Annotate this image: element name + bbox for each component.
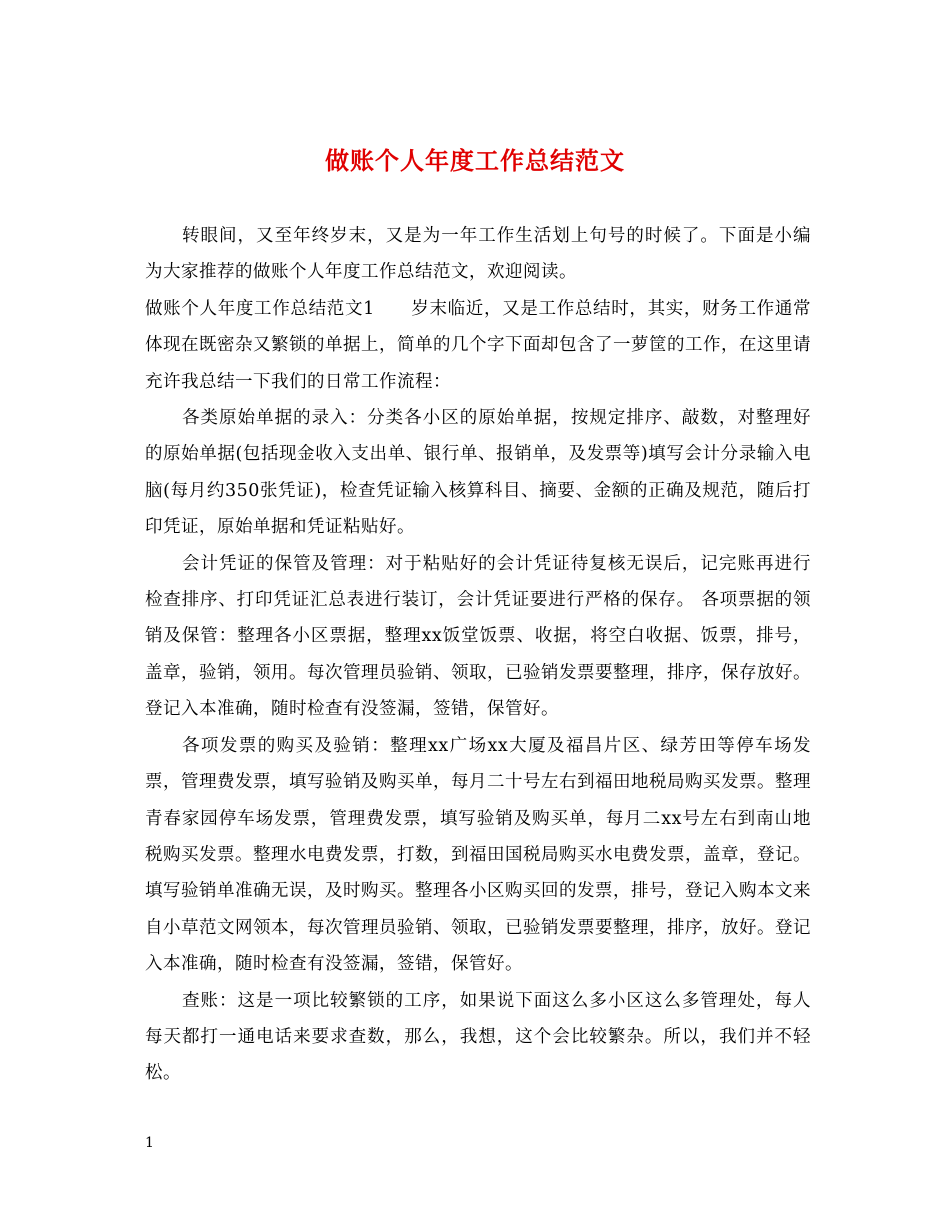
paragraph-voucher-custody: 会计凭证的保管及管理：对于粘贴好的会计凭证待复核无误后，记完账再进行检查排序、打印凭证汇总表进行装订，会计凭证要进行严格的保存。 各项票据的领销及保管：整理各小区票据，整理xx饭堂饭票、收据，将空白收据、饭票，排号，盖章，验销，领用。每次管理员验销、领取，已验销发票要整理，排序，保存放好。登记入本准确，随时检查有没签漏，签错，保管好。 [145,553,811,720]
paragraph-intro: 转眼间，又至年终岁末，又是为一年工作生活划上句号的时候了。下面是小编为大家推荐的做账个人年度工作总结范文，欢迎阅读。 [145,226,811,283]
page-number: 1 [145,1135,154,1151]
paragraph-voucher-entry: 各类原始单据的录入：分类各小区的原始单据，按规定排序、敲数，对整理好的原始单据(包括现金收入支出单、银行单、报销单，及发票等)填写会计分录输入电脑(每月约350张凭证)，检查凭证输入核算科目、摘要、金额的正确及规范，随后打印凭证，原始单据和凭证粘贴好。 [145,408,811,538]
document-title: 做账个人年度工作总结范文 [325,146,625,175]
document-body [145,218,811,1092]
paragraph-section-heading: 做账个人年度工作总结范文1 岁末临近，又是工作总结时，其实，财务工作通常体现在既密杂又繁锁的单据上，简单的几个字下面却包含了一萝筐的工作，在这里请充许我总结一下我们的日常工作流程： [145,298,811,392]
paragraph-invoice-purchase: 各项发票的购买及验销：整理xx广场xx大厦及福昌片区、绿芳田等停车场发票，管理费发票，填写验销及购买单，每月二十号左右到福田地税局购买发票。整理青春家园停车场发票，管理费发票，填写验销及购买单，每月二xx号左右到南山地税购买发票。整理水电费发票，打数，到福田国税局购买水电费发票，盖章，登记。填写验销单准确无误，及时购买。整理各小区购买回的发票，排号，登记入购本文来自小草范文网领本，每次管理员验销、领取，已验销发票要整理，排序，放好。登记入本准确，随时检查有没签漏，签错，保管好。 [145,735,811,975]
paragraph-account-check: 查账：这是一项比较繁锁的工序，如果说下面这么多小区这么多管理处，每人每天都打一通电话来要求查数，那么，我想，这个会比较繁杂。所以，我们并不轻松。 [145,990,811,1084]
